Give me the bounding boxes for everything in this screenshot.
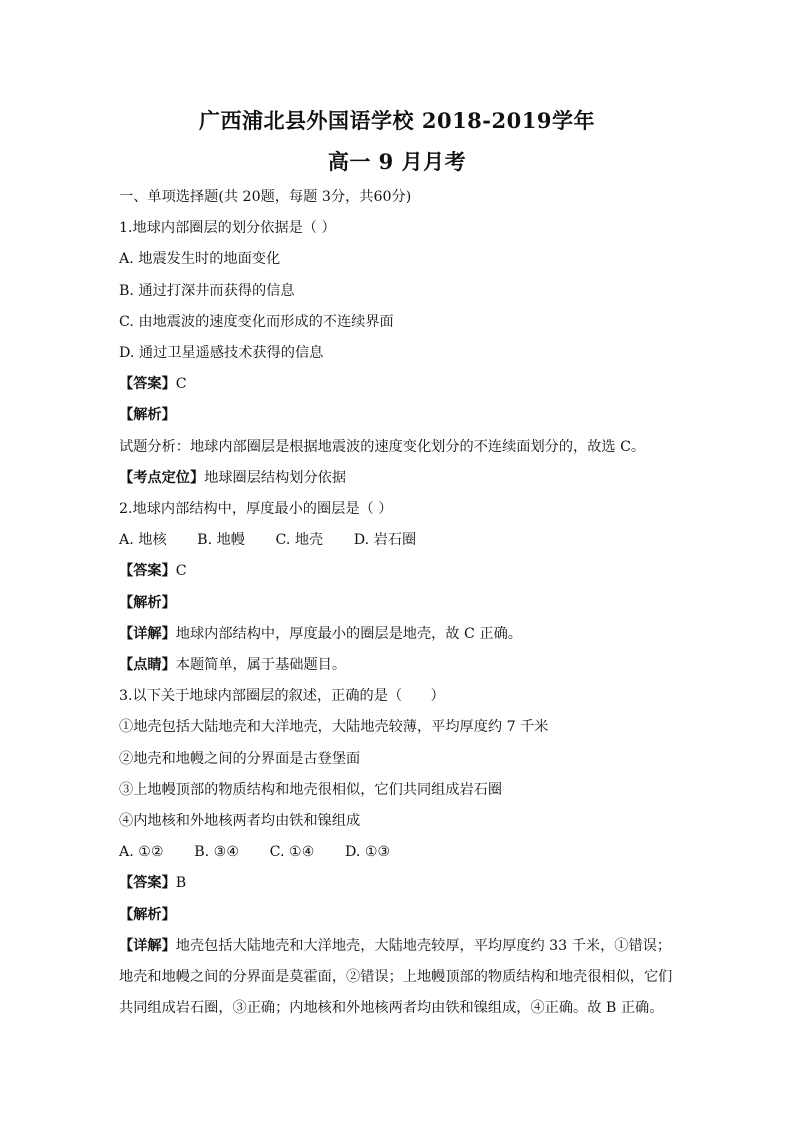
detail-label: 【详解】: [119, 938, 176, 954]
answer-label: 【答案】: [119, 875, 176, 891]
answer-value: B: [175, 875, 187, 891]
detail-text: 地壳包括大陆地壳和大洋地壳，大陆地壳较厚，平均厚度约 33 千米，①错误；地壳和地幔之间的分界面是莫霍面，②错误；上地幔顶部的物质结构和地壳很相似，它们共同组成岩石圈，③正确；内地核和外地核两者均由铁和镍组成，④正确。故 B 正确。: [119, 938, 673, 1016]
q3-analysis-label: 【解析】: [119, 907, 176, 923]
q3-statement-3: ③上地幔顶部的物质结构和地壳很相似，它们共同组成岩石圈: [119, 782, 503, 798]
q2-option-c: C. 地壳: [275, 532, 324, 548]
answer-label: 【答案】: [119, 376, 176, 392]
q2-detail: [119, 624, 679, 644]
point-label: 【考点定位】: [119, 470, 205, 486]
comment-text: 本题简单，属于基础题目。: [175, 657, 347, 673]
q2-option-d: D. 岩石圈: [353, 532, 417, 548]
q3-stem: 3.以下关于地球内部圈层的叙述，正确的是（ ）: [119, 688, 445, 704]
q1-option-d: D. 通过卫星遥感技术获得的信息: [119, 345, 324, 361]
answer-label: 【答案】: [119, 563, 176, 579]
detail-label: 【详解】: [119, 626, 176, 642]
q1-point: [119, 468, 679, 488]
q3-option-c: C. ①④: [269, 844, 315, 860]
q3-detail: [119, 931, 681, 1024]
q1-answer: [119, 374, 679, 394]
q2-option-a: A. 地核: [119, 532, 167, 548]
q3-option-a: A. ①②: [119, 844, 164, 860]
section-heading: 一、单项选择题(共 20题，每题 3分，共60分): [119, 189, 412, 205]
point-value: 地球圈层结构划分依据: [204, 470, 347, 486]
q1-analysis-label: 【解析】: [119, 407, 176, 423]
q2-analysis-label: 【解析】: [119, 595, 176, 611]
q3-answer: [119, 873, 679, 893]
q1-option-c: C. 由地震波的速度变化而形成的不连续界面: [119, 314, 394, 330]
q3-option-d: D. ①③: [344, 844, 391, 860]
q3-statement-2: ②地壳和地幔之间的分界面是古登堡面: [119, 751, 361, 767]
q1-stem: 1.地球内部圈层的划分依据是（ ）: [119, 220, 336, 236]
q2-option-b: B. 地幔: [197, 532, 245, 548]
q2-stem: 2.地球内部结构中，厚度最小的圈层是（ ）: [119, 501, 393, 517]
comment-label: 【点睛】: [119, 657, 176, 673]
answer-value: C: [175, 376, 187, 392]
q3-statement-4: ④内地核和外地核两者均由铁和镍组成: [119, 813, 361, 829]
exam-title: 广西浦北县外国语学校 2018-2019学年: [199, 108, 595, 133]
q3-option-b: B. ③④: [194, 844, 240, 860]
q3-statement-1: ①地壳包括大陆地壳和大洋地壳，大陆地壳较薄，平均厚度约 7 千米: [119, 719, 549, 735]
answer-value: C: [175, 563, 187, 579]
q2-comment: [119, 655, 679, 675]
q2-answer: [119, 561, 679, 581]
q1-option-b: B. 通过打深井而获得的信息: [119, 283, 295, 299]
q1-analysis: 试题分析：地球内部圈层是根据地震波的速度变化划分的不连续面划分的，故选 C。: [119, 439, 646, 455]
exam-subtitle: 高一 9 月月考: [327, 149, 467, 174]
q2-options: [119, 530, 679, 550]
detail-text: 地球内部结构中，厚度最小的圈层是地壳，故 C 正确。: [175, 626, 522, 642]
q3-options: [119, 842, 679, 862]
q1-option-a: A. 地震发生时的地面变化: [119, 251, 281, 267]
